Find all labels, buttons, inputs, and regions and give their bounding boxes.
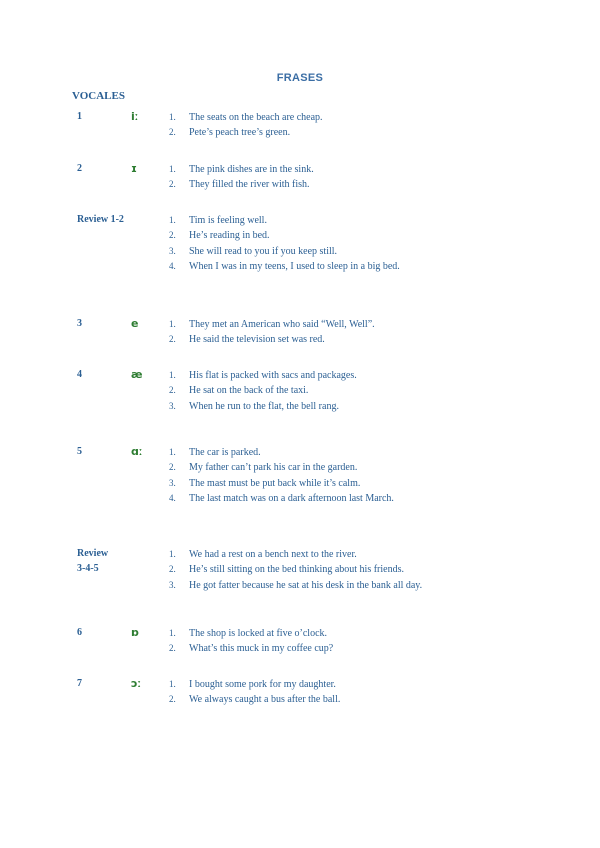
sentence: 2. He’s still sitting on the bed thinking about his friends. <box>169 564 404 576</box>
sentence: 3. He got fatter because he sat at his desk in the bank all day. <box>169 579 423 591</box>
sentence: 2. He sat on the back of the taxi. <box>169 385 309 397</box>
group-label: 7 <box>77 678 82 689</box>
sentence: 2. They filled the river with fish. <box>169 179 310 191</box>
sentence: 2. He said the television set was red. <box>169 334 325 346</box>
phonetic-symbol: æ <box>131 368 143 381</box>
group-label: 3 <box>77 318 82 329</box>
sentence: 1. The seats on the beach are cheap. <box>169 112 323 123</box>
sentence: 1. The pink dishes are in the sink. <box>169 164 314 175</box>
sentence-list <box>169 445 394 506</box>
group-label: 6 <box>77 627 82 638</box>
sentence: 1. They met an American who said “Well, Well”. <box>169 319 375 330</box>
sentence: 2. He’s reading in bed. <box>169 230 270 242</box>
sentence: 1. We had a rest on a bench next to the river. <box>169 549 357 560</box>
sentence: 1. His flat is packed with sacs and packages. <box>169 370 357 381</box>
group-label: 2 <box>77 163 82 174</box>
sentence-list <box>169 162 314 193</box>
sentence-list <box>169 368 357 414</box>
group-label: Review 3-4-5 <box>77 548 109 575</box>
phonetic-symbol: ɪ <box>131 162 137 175</box>
page-title: FRASES <box>276 72 324 84</box>
sentence-list <box>169 213 400 274</box>
section-heading: VOCALES <box>72 90 125 102</box>
sentence-list <box>169 626 333 657</box>
sentence: 4. When I was in my teens, I used to sleep in a big bed. <box>169 260 400 272</box>
phonetic-symbol: iː <box>131 110 139 123</box>
sentence: 3. The mast must be put back while it’s calm. <box>169 477 361 489</box>
sentence: 1. I bought some pork for my daughter. <box>169 679 336 690</box>
group-label: 1 <box>77 111 82 122</box>
sentence: 2. My father can’t park his car in the garden. <box>169 462 358 474</box>
sentence: 1. The car is parked. <box>169 447 261 458</box>
phonetic-symbol: e <box>131 317 139 330</box>
sentence: 1. The shop is locked at five o’clock. <box>169 628 328 639</box>
sentence: 3. She will read to you if you keep still. <box>169 245 338 257</box>
phonetic-symbol: ɑː <box>131 445 143 458</box>
group-label: 4 <box>77 369 82 380</box>
sentence-list <box>169 317 375 348</box>
sentence: 2. What’s this muck in my coffee cup? <box>169 643 334 655</box>
sentence: 4. The last match was on a dark afternoon last March. <box>169 492 394 504</box>
sentence-list <box>169 110 323 141</box>
sentence-list <box>169 547 422 593</box>
sentence: 2. Pete’s peach tree’s green. <box>169 127 291 139</box>
sentence-list <box>169 677 340 708</box>
phonetic-symbol: ɔː <box>131 677 142 690</box>
sentence: 2. We always caught a bus after the ball. <box>169 694 341 706</box>
sentence: 3. When he run to the flat, the bell rang. <box>169 400 339 412</box>
group-label: Review 1-2 <box>77 214 124 225</box>
sentence: 1. Tim is feeling well. <box>169 215 267 226</box>
group-label: 5 <box>77 446 82 457</box>
phonetic-symbol: ɒ <box>131 626 139 639</box>
